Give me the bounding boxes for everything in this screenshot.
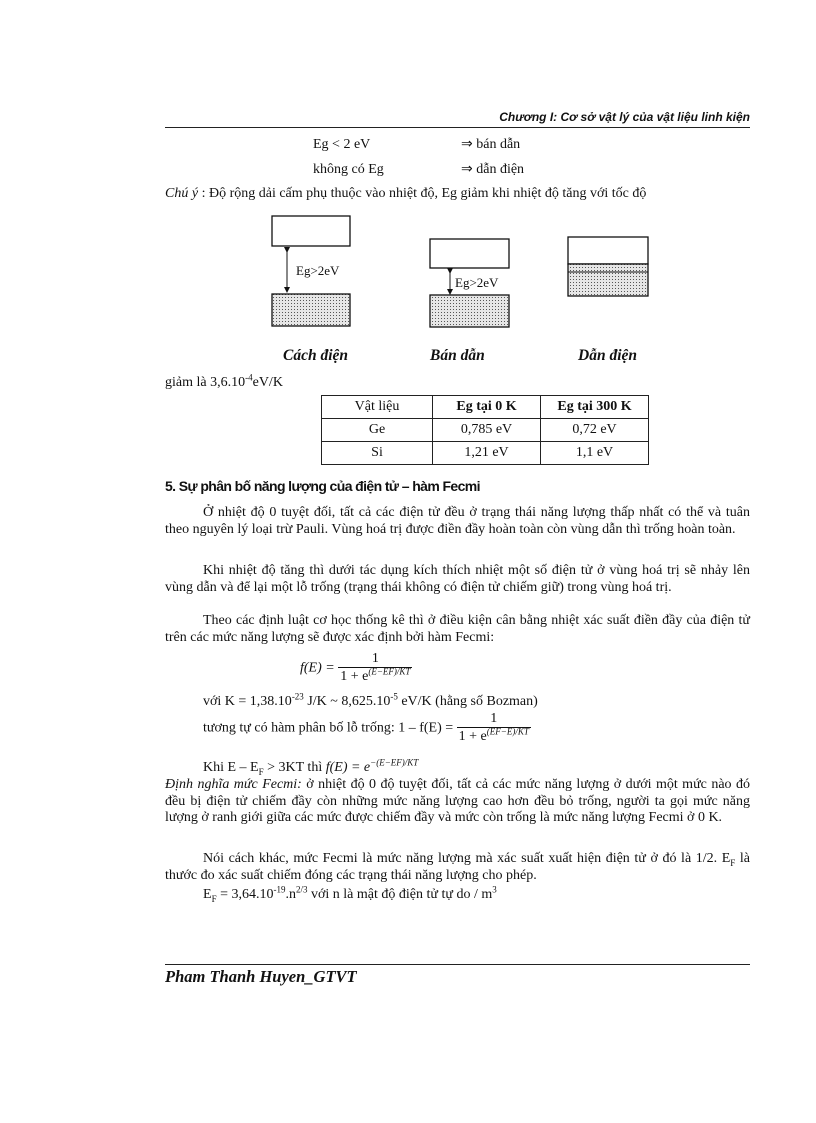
paragraph: Khi nhiệt độ tăng thì dưới tác dụng kích thích nhiệt một số điện tử ở vùng hoá trị sẽ nhảy lên vùng dẫn và để lại một lỗ trống (trạng thái không có điện tử chiếm giữ) trong vùng hoá trị. — [165, 563, 750, 595]
table-header-cell: Eg tại 300 K — [541, 396, 649, 419]
fermi-definition: Định nghĩa mức Fecmi: ở nhiệt độ 0 độ tuyệt đối, tất cả các mức năng lượng ở dưới một mức nào đó đều bị điện tử chiếm đầy còn những mức năng lượng cao hơn đều bỏ trống, người ta gọi mức năng lượng ở ranh giới giữa các mức được chiếm đầy và mức còn trống là mức năng lượng Fecmi ở 0 K. — [165, 777, 750, 825]
fermi-level-formula: $E_F = 3,64.10^{-19}.n^{2/3}$ với n là mật độ điện tử tự do / $m^3$ — [203, 884, 497, 904]
conductor-lower-band — [568, 264, 648, 296]
k-constant-line: với $K = 1,38.10^{-23}$ J/K ~ $8,625.10^{-5}$ eV/K (hằng số Bozman) — [203, 691, 538, 709]
table-row — [322, 442, 649, 465]
paragraph: Nói cách khác, mức Fecmi là mức năng lượng mà xác suất xuất hiện điện tử ở đó là 1/2. $E_F$ là thước đo xác suất chiếm đóng các trạng thái năng lượng cho phép. — [165, 851, 750, 883]
hole-fraction: $\frac{1}{1 + e^{(EF-E)/KT}}$ — [458, 711, 529, 744]
gap-label-insulator: Eg>2eV — [296, 263, 340, 278]
intro-row-result: ⇒ bán dẫn — [461, 137, 521, 152]
caption-conductor: Dẫn điện — [578, 347, 637, 364]
fermi-fraction: $\frac{1}{1 + e^{(E-EF)/KT}}$ — [340, 651, 411, 684]
footer-author: Pham Thanh Huyen_GTVT — [165, 967, 357, 986]
table-cell: Ge — [322, 419, 433, 442]
intro-row-result: ⇒ dẫn điện — [461, 162, 525, 177]
paragraph: Theo các định luật cơ học thống kê thì ở điều kiện cân bằng nhiệt xác suất điền đầy của điện tử trên các mức năng lượng sẽ được xác định bởi hàm Fecmi: — [165, 613, 750, 645]
hole-formula: tương tự có hàm phân bố lỗ trống: 1 – f(E) = $\frac{1}{1 + e^{(EF-E)/KT}}$ — [203, 711, 529, 744]
band-gap-table — [321, 395, 649, 465]
table-cell: 1,1 eV — [541, 442, 649, 465]
table-cell: 0,785 eV — [433, 419, 541, 442]
table-cell: 1,21 eV — [433, 442, 541, 465]
intro-row-label: không có Eg — [313, 162, 384, 177]
approximation-line: Khi $E - E_F > 3KT$ thì $f(E) = e^{-(E-EF)/KT}$ — [203, 757, 419, 777]
note-prefix: Chú ý — [165, 186, 199, 201]
note-line — [165, 185, 646, 202]
table-header-row — [322, 396, 649, 419]
conductor-upper-band — [568, 237, 648, 264]
table-header-cell: Eg tại 0 K — [433, 396, 541, 419]
caption-semiconductor: Bán dẫn — [430, 347, 485, 364]
chapter-header: Chương I: Cơ sở vật lý của vật liệu linh kiện — [499, 110, 750, 124]
table-header-cell: Vật liệu — [322, 396, 433, 419]
header-rule — [165, 127, 750, 128]
semiconductor-conduction-band — [430, 239, 509, 268]
table-cell: Si — [322, 442, 433, 465]
note-text: : Độ rộng dải cấm phụ thuộc vào nhiệt độ, Eg giảm khi nhiệt độ tăng với tốc độ — [198, 186, 647, 201]
note-continuation: giảm là $3,6.10^{-4}eV/K$ — [165, 372, 283, 390]
table-cell: 0,72 eV — [541, 419, 649, 442]
caption-insulator: Cách điện — [283, 347, 349, 364]
fermi-formula: f(E) = $\frac{1}{1 + e^{(E-EF)/KT}}$ — [300, 651, 411, 684]
insulator-conduction-band — [272, 216, 350, 246]
paragraph: Ở nhiệt độ 0 tuyệt đối, tất cả các điện tử đều ở trạng thái năng lượng thấp nhất có thể và tuân theo nguyên lý loại trừ Pauli. Vùng hoá trị được điền đầy hoàn toàn còn vùng dẫn thì trống hoàn toàn. — [165, 505, 750, 537]
table-row — [322, 419, 649, 442]
insulator-valence-band — [272, 294, 350, 326]
section-title: 5. Sự phân bố năng lượng của điện tử – hàm Fecmi — [165, 478, 480, 494]
gap-label-semiconductor: Eg>2eV — [455, 275, 499, 290]
semiconductor-valence-band — [430, 295, 509, 327]
footer-rule — [165, 964, 750, 965]
intro-row-label: Eg < 2 eV — [313, 137, 371, 152]
